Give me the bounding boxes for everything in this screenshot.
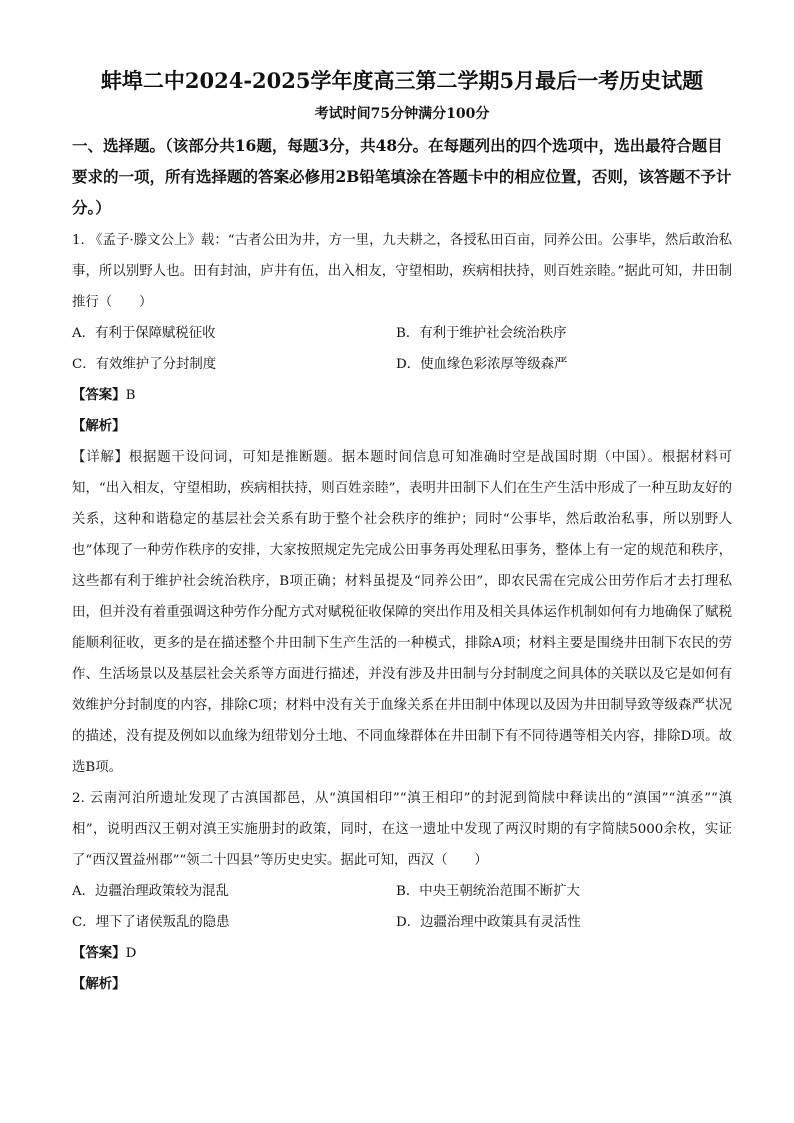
option-grid [72,876,732,938]
option-d: D．边疆治理中政策具有灵活性 [396,915,581,930]
option-b: B．有利于维护社会统治秩序 [396,326,567,341]
question-1 [72,225,732,783]
analysis-label: 【解析】 [72,976,126,992]
answer-value: D [125,946,137,961]
question-stem: 1. 《孟子·滕文公上》载：“古者公田为井，方一里，九夫耕之，各授私田百亩，同养公田。公事毕，然后敢治私事，所以别野人也。田有封油，庐井有伍，出入相友，守望相助，疾病相扶持，则百姓亲睦。”据此可知，井田制推行（ ） [72,233,732,310]
option-d: D．使血缘色彩浓厚等级森严 [396,357,568,372]
option-b: B．中央王朝统治范围不断扩大 [396,884,580,899]
answer-line [72,380,732,411]
detail-paragraph: 【详解】根据题干设问词，可知是推断题。据本题时间信息可知准确时空是战国时期（中国）。根据材料可知，“出入相友，守望相助，疾病相扶持，则百姓亲睦”，表明井田制下人们在生产生活中形成了一种互助友好的关系，这种和谐稳定的基层社会关系有助于整个社会秩序的维护；同时“公事毕，然后敢治私事，所以别野人也”体现了一种劳作秩序的安排，大家按照规定先完成公田事务再处理私田事务，整体上有一定的规范和秩序，这些都有利于维护社会统治秩序，B项正确；材料虽提及“同养公田”，即农民需在完成公田劳作后才去打理私田，但并没有着重强调这种劳作分配方式对赋税征收保障的突出作用及相关具体运作机制如何有力地确保了赋税能顺利征收，更多的是在描述整个井田制下生产生活的一种模式，排除A项；材料主要是围绕井田制下农民的劳作、生活场景以及基层社会关系等方面进行描述，并没有涉及井田制与分封制度之间具体的关联以及它是如何有效维护分封制度的内容，排除C项；材料中没有关于血缘关系在井田制中体现以及因为井田制导致等级森严状况的描述，没有提及例如以血缘为纽带划分土地、不同血缘群体在井田制下有不同待遇等相关内容，排除D项。故选B项。 [72,450,732,775]
answer-line [72,938,732,969]
answer-label: 【答案】 [72,945,126,961]
question-stem: 2. 云南河泊所遗址发现了古滇国都邑，从“滇国相印”“滇王相印”的封泥到简牍中释读出的“滇国”“滇丞”“滇相”，说明西汉王朝对滇王实施册封的政策，同时，在这一遗址中发现了两汉时期的有字简牍5000余枚，实证了“西汉置益州郡”“领二十四县”等历史史实。据此可知，西汉（ ） [72,791,732,868]
answer-value: B [125,388,136,403]
option-grid [72,318,732,380]
option-c: C．有效维护了分封制度 [72,357,217,372]
option-a: A．边疆治理政策较为混乱 [72,884,229,899]
exam-page [72,66,732,1000]
option-c: C．埋下了诸侯叛乱的隐患 [72,915,230,930]
question-2 [72,783,732,1000]
analysis-label: 【解析】 [72,418,126,434]
answer-label: 【答案】 [72,387,126,403]
section-heading: 一、选择题。（该部分共16题，每题3分，共48分。在每题列出的四个选项中，选出最符合题目要求的一项，所有选择题的答案必修用2B铅笔填涂在答题卡中的相应位置，否则，该答题不予计分。） [72,136,732,217]
exam-subtitle: 考试时间75分钟满分100分 [314,106,490,122]
option-a: A．有利于保障赋税征收 [72,326,216,341]
exam-title: 蚌埠二中2024-2025学年度高三第二学期5月最后一考历史试题 [100,68,704,93]
